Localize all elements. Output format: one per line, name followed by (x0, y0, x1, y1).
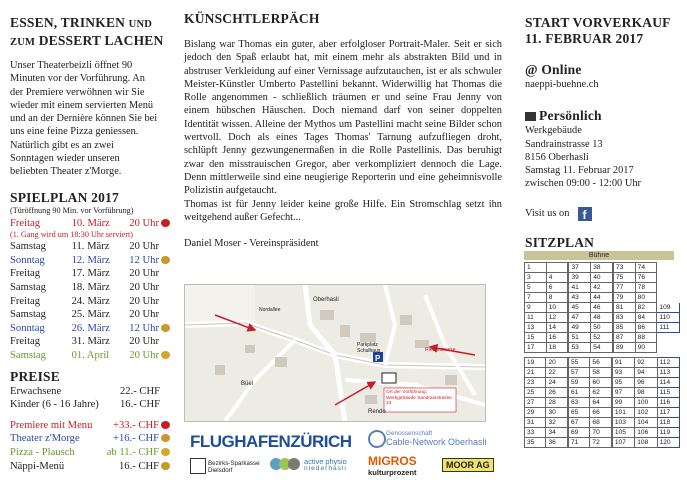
address-line: zwischen 09:00 - 12:00 Uhr (525, 178, 642, 190)
seat: 103 (612, 418, 635, 428)
personal-heading (525, 105, 680, 124)
seat: 7 (525, 293, 547, 303)
schedule-day: Samstag (10, 241, 46, 253)
extra-icon (161, 434, 170, 442)
seat: 87 (613, 333, 635, 343)
address-line: 8156 Oberhasli (525, 151, 589, 163)
seat (657, 343, 680, 353)
seats-bottom-block (524, 357, 680, 448)
food-title-und: UND (128, 19, 153, 30)
meal-icon (161, 351, 170, 359)
seat: 65 (568, 408, 590, 418)
schedule-time: 20 Uhr (129, 309, 159, 321)
logo-migros-2: kulturprozent (368, 468, 417, 477)
gang-note-row (10, 230, 170, 240)
schedule-row (10, 349, 170, 363)
seat: 35 (525, 438, 546, 448)
schedule-day: Samstag (10, 282, 46, 294)
extra-label: Theater z'Morge (10, 433, 80, 445)
seat-row (525, 388, 680, 398)
seat: 43 (568, 293, 590, 303)
seat (657, 263, 680, 273)
seat: 85 (613, 323, 635, 333)
schedule-time: 20 Uhr (129, 282, 159, 294)
food-heading (10, 15, 170, 51)
seat: 79 (613, 293, 635, 303)
online-url[interactable]: naeppi-buehne.ch (525, 79, 599, 90)
seat-row (525, 263, 680, 273)
map-venue-label: Ort der Vorführung: Werkgebäude Sandrainstrasse 13 (386, 390, 452, 407)
address-line: Sandrainstrasse 13 (525, 138, 603, 150)
schedule-day: Freitag (10, 295, 41, 307)
extra-row (10, 460, 170, 474)
schedule-date: 01. April (71, 350, 110, 362)
seat: 96 (635, 378, 657, 388)
seat: 42 (591, 283, 613, 293)
seat: 32 (546, 418, 568, 428)
seat: 34 (546, 428, 568, 438)
seat: 78 (635, 283, 657, 293)
online-title: @ Online (525, 62, 582, 77)
price-label: Kinder (6 - 16 Jahre) (10, 399, 99, 411)
schedule-row (10, 335, 170, 349)
spielplan-title: SPIELPLAN 2017 (10, 189, 119, 205)
schedule-day: Sonntag (10, 254, 45, 266)
seat: 67 (568, 418, 590, 428)
seat: 46 (591, 303, 613, 313)
seat: 101 (612, 408, 635, 418)
seat: 66 (590, 408, 612, 418)
seat: 99 (612, 398, 635, 408)
seat: 111 (657, 323, 680, 333)
seat: 40 (591, 273, 613, 283)
seat: 1 (525, 263, 547, 273)
seats-top-block (524, 262, 680, 353)
address-line: Samstag 11. Februar 2017 (525, 165, 634, 177)
seat: 115 (657, 388, 679, 398)
seat: 98 (635, 388, 657, 398)
logo-flughafen: FLUGHAFENZÜRICH (190, 432, 352, 451)
seat: 8 (546, 293, 568, 303)
seat: 10 (546, 303, 568, 313)
schedule-time: 20 Uhr (129, 217, 170, 231)
price-label: Erwachsene (10, 385, 62, 397)
seat: 13 (525, 323, 547, 333)
seat: 20 (546, 358, 568, 368)
meal-icon (161, 256, 170, 264)
seat: 33 (525, 428, 546, 438)
seat: 68 (590, 418, 612, 428)
seat: 75 (613, 273, 635, 283)
seat-row (525, 368, 680, 378)
seat-row (525, 418, 680, 428)
address-block (525, 124, 680, 190)
schedule-day: Samstag (10, 309, 46, 321)
seat: 25 (525, 388, 546, 398)
extra-row (10, 419, 170, 433)
seat: 81 (613, 303, 635, 313)
schedule-time: 12 Uhr (129, 322, 170, 336)
seat: 26 (546, 388, 568, 398)
location-map (184, 284, 486, 422)
logo-physio: active physio (304, 457, 347, 466)
story-text: Bislang war Thomas ein guter, aber erfolgloser Portrait-Maler. Seit er sich jedoch den Spaß erlaubt hat, mit einem mehr als abstrakten Bild und in abstruser Verkleidung auf einer Vernissage aufzutauchen, ist er als schwuler Meister-Künstler Umberto Pastellini bekannt. Widerwillig hat Thomas die Rolle angenommen - schließlich träumen er und seine Frau Jenny von einem hübschen Häuschen. Doch niemand darf von seiner doppelten Identität wissen. Alleine der Mythos um Pastellini macht seine Bilder schon wertvoll. Doch als eines Tages Thomas' Tarnung aufzufliegen droht, schlüpft Jenny gezwungenermaßen in die Rolle Pastellinis. Das beruhigt zwar den misstrauischen Gregor, aber verkompliziert dennoch die Lage. Denn mittlerweile sind eine neugierige Reporterin und eine geheimnisvolle Polizistin aufgetaucht. (184, 39, 502, 197)
schedule-row (10, 254, 170, 268)
schedule-time: 12 Uhr (129, 254, 170, 268)
seat: 18 (546, 343, 568, 353)
meal-icon (161, 219, 170, 227)
extra-icon (161, 448, 170, 456)
extra-value: ab 11.- CHF (100, 446, 170, 460)
gang-note: (1. Gang wird um 18:30 Uhr serviert) (10, 230, 134, 240)
seat: 109 (657, 303, 680, 313)
seat: 118 (657, 418, 679, 428)
seat: 93 (612, 368, 635, 378)
seat: 22 (546, 368, 568, 378)
seat: 74 (635, 263, 657, 273)
seat: 120 (657, 438, 679, 448)
seat-row (525, 323, 680, 333)
schedule-date: 31. März (71, 336, 110, 348)
seat: 38 (591, 263, 613, 273)
seat: 108 (635, 438, 657, 448)
price-row (10, 398, 160, 412)
seat: 88 (635, 333, 657, 343)
price-value: 16.- CHF (119, 399, 160, 411)
seat: 4 (546, 273, 568, 283)
seat: 56 (590, 358, 612, 368)
seat-row (525, 303, 680, 313)
seat: 112 (657, 358, 679, 368)
seat: 51 (568, 333, 590, 343)
seat-row (525, 343, 680, 353)
seat-row (525, 293, 680, 303)
seat: 17 (525, 343, 547, 353)
schedule-row (10, 240, 170, 254)
seat (546, 263, 568, 273)
seat: 97 (612, 388, 635, 398)
logo-physio-2: niederhasli (304, 465, 347, 472)
cash-register-icon (525, 112, 536, 121)
map-label-oberhasli: Oberhasli (313, 297, 339, 303)
schedule-time: 20 Uhr (129, 295, 159, 307)
extra-icon (161, 421, 170, 429)
seat: 113 (657, 368, 679, 378)
physio-icon (270, 457, 300, 475)
seat: 50 (591, 323, 613, 333)
buehne-stage: Bühne (524, 251, 674, 260)
logo-moor: MOOR AG (442, 458, 494, 472)
seat: 6 (546, 283, 568, 293)
seat: 54 (591, 343, 613, 353)
seat-row (525, 438, 680, 448)
schedule-day: Sonntag (10, 322, 45, 334)
map-label-buel: Büel (241, 381, 254, 387)
schedule-table (10, 217, 170, 363)
schedule-date: 10. März (71, 217, 110, 229)
column-food-schedule (10, 0, 170, 473)
seat: 106 (635, 428, 657, 438)
seat: 30 (546, 408, 568, 418)
food-title-zum: ZUM (10, 37, 36, 48)
seat (657, 283, 680, 293)
seat-row (525, 313, 680, 323)
schedule-row (10, 295, 170, 309)
seat: 86 (635, 323, 657, 333)
column-tickets (525, 0, 680, 251)
seating-plan (524, 251, 680, 448)
seat (657, 293, 680, 303)
schedule-row (10, 281, 170, 295)
extra-row (10, 446, 170, 460)
seat: 70 (590, 428, 612, 438)
food-intro: Unser Theaterbeizli öffnet 90 Minuten vor der Vorführung. An der Premiere verwöhnen wir Sie wieder mit einem servierten Menü und an der Dernière können Sie bei uns eine feine Pizza geniessen. Natürlich gibt es an zwei Sonntagen wieder unseren beliebten Theater z'Morge. (10, 60, 158, 178)
extra-value: +16.- CHF (100, 432, 170, 446)
bank-icon (190, 458, 206, 474)
seat: 114 (657, 378, 679, 388)
facebook-text: Visit us on (525, 207, 570, 219)
schedule-row (10, 322, 170, 336)
schedule-time: 20 Uhr (129, 349, 170, 363)
schedule-row (10, 267, 170, 281)
schedule-time: 20 Uhr (129, 268, 159, 280)
food-title-2: DESSERT LACHEN (38, 33, 164, 48)
seat: 49 (568, 323, 590, 333)
seat-row (525, 398, 680, 408)
seat: 94 (635, 368, 657, 378)
seat: 48 (591, 313, 613, 323)
seat: 83 (613, 313, 635, 323)
seat: 45 (568, 303, 590, 313)
seat: 29 (525, 408, 546, 418)
seat (657, 333, 680, 343)
seat: 21 (525, 368, 546, 378)
seat: 63 (568, 398, 590, 408)
signature: Daniel Moser - Vereinspräsident (184, 238, 319, 250)
seat: 12 (546, 313, 568, 323)
schedule-time: 20 Uhr (129, 336, 159, 348)
seat: 116 (657, 398, 679, 408)
facebook-row[interactable] (525, 201, 680, 221)
map-label-parking: Parkplatz Schulhaus (357, 342, 381, 354)
logo-cable-2: Cable-Network Oberhasli (386, 437, 487, 447)
seat: 37 (568, 263, 590, 273)
map-label-nordallee: Nordallee (259, 307, 281, 313)
seat-row (525, 428, 680, 438)
schedule-date: 25. März (71, 309, 110, 321)
schedule-date: 26. März (71, 322, 110, 334)
seat: 52 (591, 333, 613, 343)
seat: 95 (612, 378, 635, 388)
seat: 59 (568, 378, 590, 388)
seat (657, 273, 680, 283)
address-line: Werkgebäude (525, 125, 582, 137)
seat: 58 (590, 368, 612, 378)
seat: 76 (635, 273, 657, 283)
extra-icon (161, 462, 170, 470)
seat-row (525, 283, 680, 293)
extras-table (10, 419, 170, 473)
extra-label: Näppi-Menü (10, 460, 65, 472)
schedule-date: 18. März (71, 282, 110, 294)
schedule-time: 20 Uhr (129, 241, 159, 253)
seat: 72 (590, 438, 612, 448)
seat: 62 (590, 388, 612, 398)
meal-icon (161, 324, 170, 332)
seat: 107 (612, 438, 635, 448)
cable-network-icon (368, 430, 386, 448)
food-title-1: ESSEN, TRINKEN (10, 15, 126, 30)
seat: 11 (525, 313, 547, 323)
seat: 82 (635, 303, 657, 313)
schedule-day: Freitag (10, 268, 41, 280)
seat: 28 (546, 398, 568, 408)
seat-row (525, 378, 680, 388)
seat: 84 (635, 313, 657, 323)
schedule-day: Freitag (10, 217, 41, 229)
seat: 77 (613, 283, 635, 293)
sitzplan-title: SITZPLAN (525, 234, 595, 250)
seat: 36 (546, 438, 568, 448)
seat: 55 (568, 358, 590, 368)
seat: 39 (568, 273, 590, 283)
seat: 100 (635, 398, 657, 408)
price-value: 22.- CHF (119, 385, 160, 397)
seat: 64 (590, 398, 612, 408)
facebook-icon[interactable]: f (578, 207, 592, 221)
vorverkauf-date: 11. FEBRUAR 2017 (525, 31, 644, 46)
seat: 69 (568, 428, 590, 438)
logo-bank: Bezirks-Sparkasse Dielsdorf (208, 460, 260, 474)
seat: 44 (591, 293, 613, 303)
seat: 61 (568, 388, 590, 398)
seat: 24 (546, 378, 568, 388)
seat: 117 (657, 408, 679, 418)
story-text-2: Thomas ist für Jenny leider keine große Hilfe. Ein Stromschlag setzt ihn weitgehend außer Gefecht... (184, 198, 502, 223)
schedule-row (10, 308, 170, 322)
seat: 89 (613, 343, 635, 353)
seat: 53 (568, 343, 590, 353)
schedule-date: 11. März (71, 241, 110, 253)
seat-row (525, 408, 680, 418)
seat: 16 (546, 333, 568, 343)
seat: 104 (635, 418, 657, 428)
logo-migros: MIGROS (368, 454, 417, 468)
schedule-date: 12. März (71, 254, 110, 266)
seat: 91 (612, 358, 635, 368)
seat: 105 (612, 428, 635, 438)
svg-text:P: P (375, 354, 381, 363)
extra-label: Premiere mit Menu (10, 419, 93, 431)
seat: 80 (635, 293, 657, 303)
seat: 92 (635, 358, 657, 368)
sponsor-logos (190, 430, 500, 484)
seat: 47 (568, 313, 590, 323)
schedule-date: 17. März (71, 268, 110, 280)
seat: 110 (657, 313, 680, 323)
seat: 102 (635, 408, 657, 418)
seat: 9 (525, 303, 547, 313)
schedule-row (10, 217, 170, 231)
schedule-day: Samstag (10, 350, 46, 362)
personal-title: Persönlich (539, 108, 602, 124)
seat: 73 (613, 263, 635, 273)
seat: 14 (546, 323, 568, 333)
seat: 41 (568, 283, 590, 293)
seat: 31 (525, 418, 546, 428)
price-row (10, 385, 160, 399)
seat: 71 (568, 438, 590, 448)
extra-row (10, 432, 170, 446)
map-label-rendo: Rendo (368, 409, 386, 415)
seat: 90 (635, 343, 657, 353)
seat: 60 (590, 378, 612, 388)
seat: 23 (525, 378, 546, 388)
seat: 3 (525, 273, 547, 283)
preise-title: PREISE (10, 368, 60, 384)
prices-table (10, 385, 160, 412)
column-story (184, 0, 502, 250)
seat: 57 (568, 368, 590, 378)
map-label-street: Rietenstrasse (425, 347, 456, 353)
seat-row (525, 273, 680, 283)
story-title: KÜNSCHTLERPÄCH (184, 11, 320, 26)
logo-cable-1: Genossenschaft (386, 430, 433, 437)
seat: 119 (657, 428, 679, 438)
seat: 15 (525, 333, 547, 343)
extra-value: 16.- CHF (100, 460, 170, 474)
seat-row (525, 358, 680, 368)
seat-row (525, 333, 680, 343)
extra-value: +33.- CHF (100, 419, 170, 433)
seat: 19 (525, 358, 546, 368)
schedule-day: Freitag (10, 336, 41, 348)
spielplan-note: (Türöffnung 90 Min. vor Vorführung) (10, 205, 134, 215)
seat: 27 (525, 398, 546, 408)
vorverkauf-title: START VORVERKAUF (525, 15, 671, 30)
extra-label: Pizza - Plausch (10, 446, 75, 458)
schedule-date: 24. März (71, 295, 110, 307)
seat: 5 (525, 283, 547, 293)
